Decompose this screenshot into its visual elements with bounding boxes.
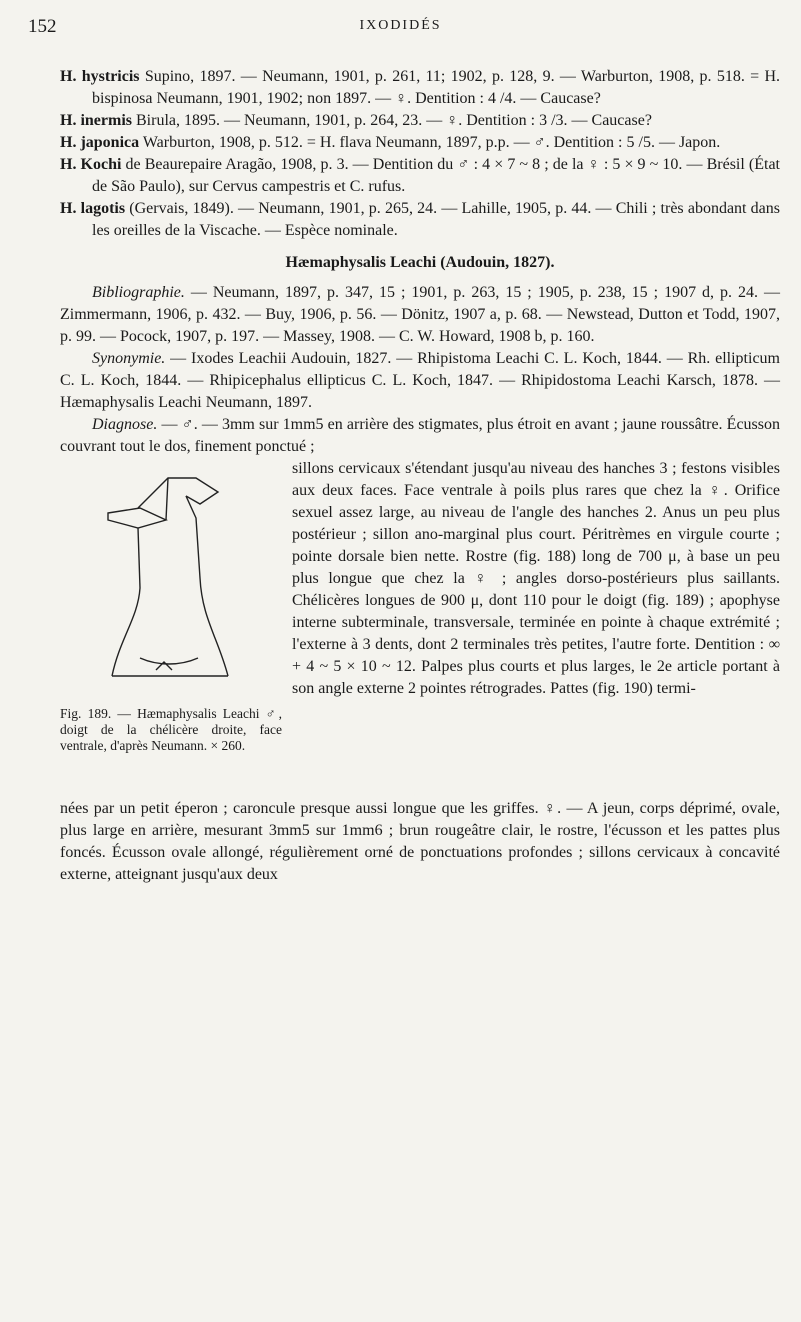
diagnose-wrapped-text: sillons cervicaux s'étendant jusqu'au niveau des hanches 3 ; festons visibles aux deux faces. Face ventrale à poils plus rares que chez la ♀. Orifice sexuel assez large, au niveau de l'angle des hanches 2. Anus un peu plus postérieur ; sillon ano-marginal plus court. Péritrèmes en virgule courte ; pointe dorsale bien nette. Rostre (fig. 188) long de 700 μ, à base un peu plus longue que chez la ♀ ; angles dorso-postérieurs plus saillants. Chélicères longues de 900 μ, dont 110 pour le doigt (fig. 189) ; apophyse interne subterminale, transversale, terminée en pointe à chaque extrémité ; l'externe à 3 dents, dont 2 terminales très petites, l'autre forte. Dentition : ∞ + 4 ~ 5 × 10 ~ 12. Palpes plus courts et plus larges, le 2e article portant à son angle externe 2 pointes rétrogrades. Pattes (fig. 190) termi- (292, 460, 780, 697)
species-text: Supino, 1897. — Neumann, 1901, p. 261, 11; 1902, p. 128, 9. — Warburton, 1908, p. 518. = H. bispinosa Neumann, 1901, 1902; non 1897. — ♀. Dentition : 4 /4. — Caucase? (92, 68, 781, 107)
synonymie-label: Synonymie. (92, 350, 166, 367)
diagnose-label: Diagnose. (92, 416, 158, 433)
body-text (60, 66, 780, 886)
species-name: H. hystricis (60, 68, 140, 85)
bibliography-paragraph (60, 282, 780, 348)
species-text: Warburton, 1908, p. 512. = H. flava Neumann, 1897, p.p. — ♂. Dentition : 5 /5. — Japon. (139, 134, 721, 151)
species-entry-japonica (60, 132, 780, 154)
chelicera-figure-drawing (68, 458, 268, 698)
running-head: IXODIDÉS (359, 18, 442, 33)
figure-caption: Fig. 189. — Hæmaphysalis Leachi ♂, doigt de la chélicère droite, face ventrale, d'après Neumann. × 260. (60, 706, 282, 753)
synonymie-paragraph (60, 348, 780, 414)
species-entry-hystricis (60, 66, 780, 110)
species-text: (Gervais, 1849). — Neumann, 1901, p. 265, 24. — Lahille, 1905, p. 44. — Chili ; très abondant dans les oreilles de la Viscache. — Espèce nominale. (92, 200, 780, 239)
diagnose-intro-text: — ♂. — 3mm sur 1mm5 en arrière des stigmates, plus étroit en avant ; jaune roussâtre. Écusson couvrant tout le dos, finement ponctué ; (60, 416, 780, 455)
species-text: de Beaurepaire Aragão, 1908, p. 3. — Dentition du ♂ : 4 × 7 ~ 8 ; de la ♀ : 5 × 9 ~ 10. — Brésil (État de São Paulo), sur Cervus campestris et C. rufus. (92, 156, 780, 195)
species-entry-lagotis (60, 198, 780, 242)
synonymie-text: — Ixodes Leachii Audouin, 1827. — Rhipistoma Leachi C. L. Koch, 1844. — Rh. ellipticum C. L. Koch, 1844. — Rhipicephalus ellipticus C. L. Koch, 1847. — Rhipidostoma Leachi Karsch, 1878. — Hæmaphysalis Leachi Neumann, 1897. (60, 350, 780, 411)
species-name: H. japonica (60, 134, 140, 151)
diagnose-paragraph (60, 414, 780, 458)
page-number: 152 (28, 16, 57, 37)
section-heading: Hæmaphysalis Leachi (Audouin, 1827). (285, 254, 555, 271)
bibliography-label: Bibliographie. (92, 284, 185, 301)
species-name: H. inermis (60, 112, 132, 129)
species-entry-inermis (60, 110, 780, 132)
diagnose-continued-text: nées par un petit éperon ; caroncule presque aussi longue que les griffes. ♀. — A jeun, corps déprimé, ovale, plus large en arrière, mesurant 3mm5 sur 1mm6 ; brun rougeâtre clair, le rostre, l'écusson et les pattes plus foncés. Écusson ovale allongé, régulièrement orné de ponctuations profondes ; sillons cervicaux à concavité externe, atteignant jusqu'aux deux (60, 800, 780, 883)
species-entry-kochi (60, 154, 780, 198)
page-header (0, 16, 801, 40)
figure-189 (60, 458, 282, 798)
bibliography-text: — Neumann, 1897, p. 347, 15 ; 1901, p. 263, 15 ; 1905, p. 238, 15 ; 1907 d, p. 24. — Zimmermann, 1906, p. 432. — Buy, 1906, p. 56. — Dönitz, 1907 a, p. 68. — Newstead, Dutton et Todd, 1907, p. 99. — Pocock, 1907, p. 197. — Massey, 1908. — C. W. Howard, 1908 b, p. 160. (60, 284, 780, 345)
species-name: H. lagotis (60, 200, 126, 217)
species-text: Birula, 1895. — Neumann, 1901, p. 264, 23. — ♀. Dentition : 3 /3. — Caucase? (132, 112, 652, 129)
species-name: H. Kochi (60, 156, 122, 173)
